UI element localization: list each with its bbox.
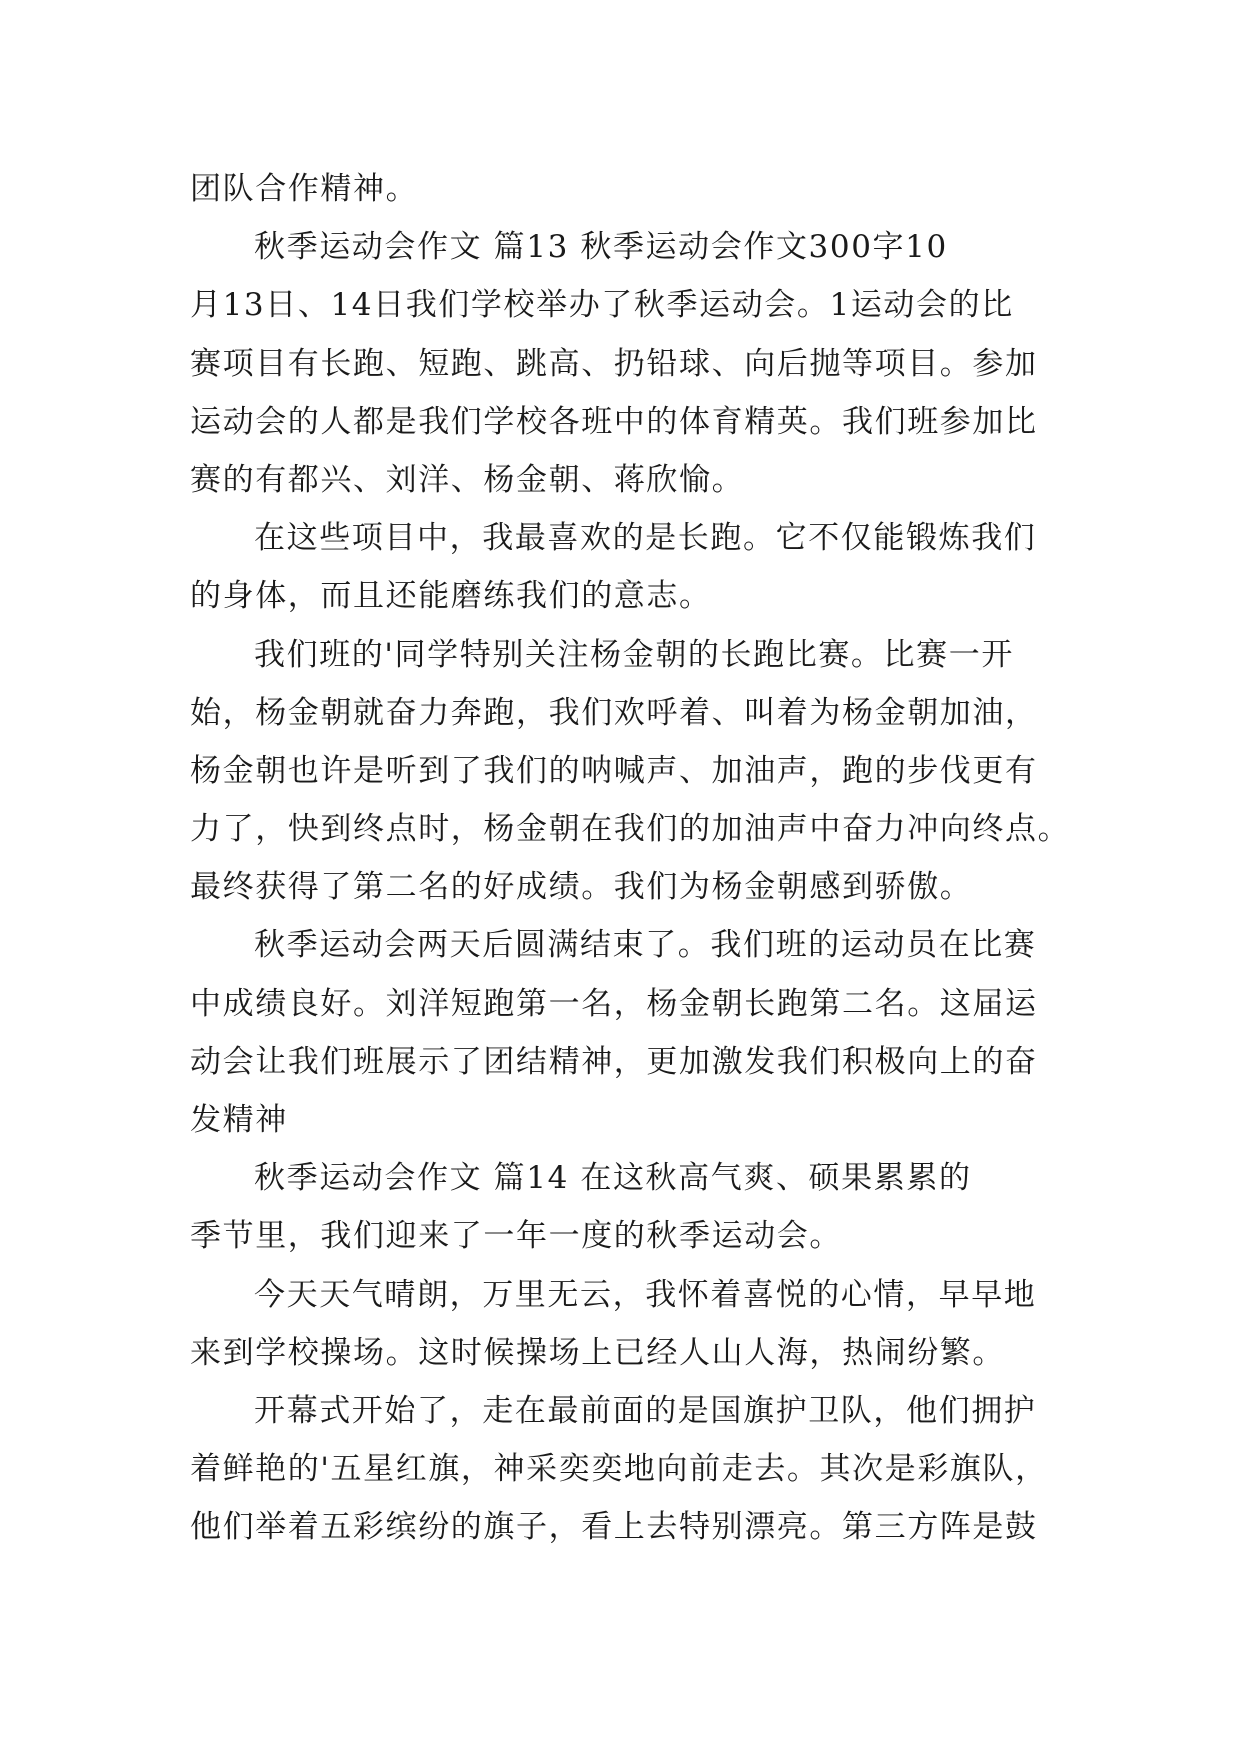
paragraph-start-line: 我们班的'同学特别关注杨金朝的长跑比赛。比赛一开 (254, 636, 1014, 673)
text-line: 月13日、14日我们学校举办了秋季运动会。1运动会的比 (190, 287, 1014, 324)
text-line: 赛的有都兴、刘洋、杨金朝、蒋欣愉。 (190, 461, 745, 498)
text-line: 来到学校操场。这时候操场上已经人山人海，热闹纷繁。 (190, 1334, 1005, 1371)
text-line: 赛项目有长跑、短跑、跳高、扔铅球、向后抛等项目。参加 (190, 345, 1038, 382)
text-line: 最终获得了第二名的好成绩。我们为杨金朝感到骄傲。 (190, 869, 973, 906)
section-heading-line: 秋季运动会作文 篇13 秋季运动会作文300字10 (254, 229, 948, 266)
text-line: 运动会的人都是我们学校各班中的体育精英。我们班参加比 (190, 403, 1038, 440)
text-line: 中成绩良好。刘洋短跑第一名，杨金朝长跑第二名。这届运 (190, 985, 1038, 1022)
text-line: 动会让我们班展示了团结精神，更加激发我们积极向上的奋 (190, 1043, 1038, 1080)
text-line: 他们举着五彩缤纷的旗子，看上去特别漂亮。第三方阵是鼓 (190, 1509, 1038, 1546)
text-line: 始，杨金朝就奋力奔跑，我们欢呼着、叫着为杨金朝加油， (190, 694, 1038, 731)
text-line: 的身体，而且还能磨练我们的意志。 (190, 578, 712, 615)
paragraph-start-line: 秋季运动会两天后圆满结束了。我们班的运动员在比赛 (254, 927, 1037, 964)
paragraph-start-line: 今天天气晴朗，万里无云，我怀着喜悦的心情，早早地 (254, 1276, 1037, 1313)
text-line: 季节里，我们迎来了一年一度的秋季运动会。 (190, 1218, 842, 1255)
paragraph-start-line: 在这些项目中，我最喜欢的是长跑。它不仅能锻炼我们 (254, 520, 1037, 557)
text-line: 发精神 (190, 1102, 288, 1138)
text-line: 力了，快到终点时，杨金朝在我们的加油声中奋力冲向终点。 (190, 811, 1071, 848)
text-line: 着鲜艳的'五星红旗，神采奕奕地向前走去。其次是彩旗队， (190, 1451, 1048, 1488)
text-line: 杨金朝也许是听到了我们的呐喊声、加油声，跑的步伐更有 (190, 752, 1038, 789)
paragraph-start-line: 开幕式开始了，走在最前面的是国旗护卫队，他们拥护 (254, 1392, 1037, 1429)
section-heading-line: 秋季运动会作文 篇14 在这秋高气爽、硕果累累的 (254, 1160, 972, 1197)
text-line: 团队合作精神。 (190, 171, 419, 207)
document-body (190, 160, 1071, 1557)
